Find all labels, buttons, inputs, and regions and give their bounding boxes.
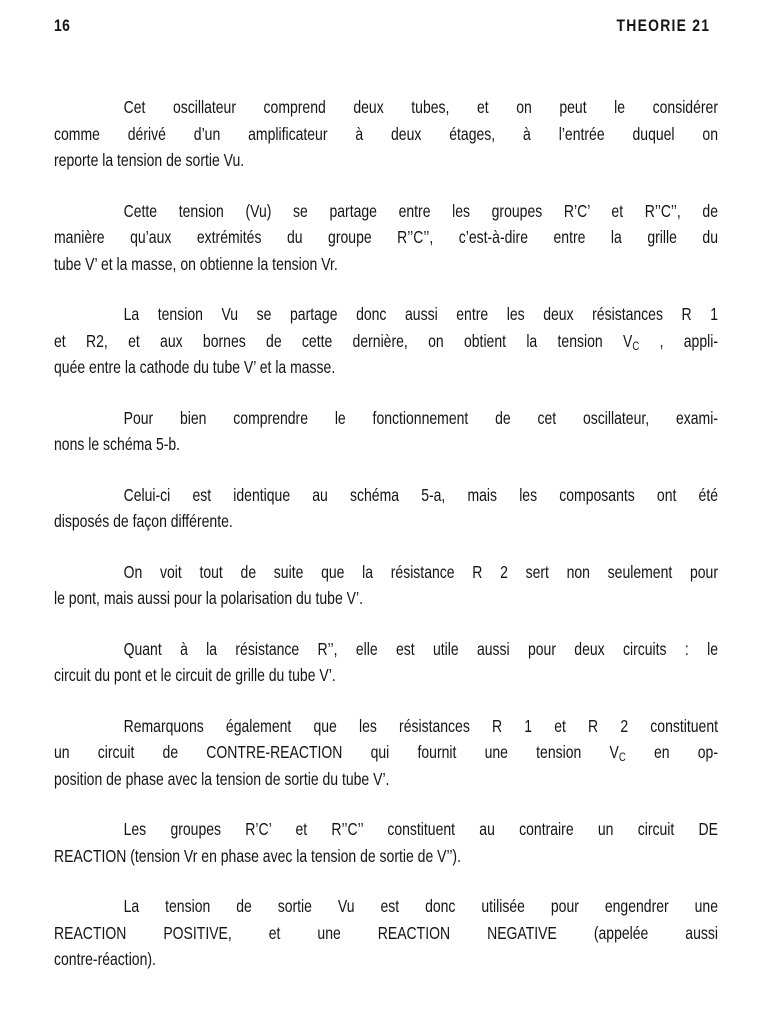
paragraph-8: [54, 713, 718, 793]
paragraph-4: [54, 405, 718, 458]
text-line: disposés de façon différente.: [54, 511, 233, 531]
paragraph-9: [54, 816, 718, 869]
subscript: C: [632, 338, 640, 353]
text-line: Pour bien comprendre le fonctionnement de cet oscillateur, exami-: [123, 407, 719, 428]
text-line: REACTION POSITIVE, et une REACTION NEGATIVE (appelée aussi: [54, 922, 718, 943]
text-line: Quant à la résistance R’’, elle est utile aussi pour deux circuits : le: [123, 638, 719, 659]
text-line: tube V’ et la masse, on obtienne la tension Vr.: [54, 253, 338, 274]
running-head: THEORIE 21: [616, 16, 710, 35]
paragraph-6: [54, 559, 718, 612]
text-line: comme dérivé d’un amplificateur à deux étages, à l’entrée duquel on: [54, 123, 718, 144]
text-line: manière qu’aux extrémités du groupe R’’C’’, c’est-à-dire entre la grille du: [54, 227, 718, 247]
text-line: quée entre la cathode du tube V’ et la masse.: [54, 357, 336, 377]
page-number: 16: [54, 16, 71, 35]
text-line: REACTION (tension Vr en phase avec la tension de sortie de V’’).: [54, 845, 461, 866]
paragraph-5: [54, 482, 718, 535]
paragraph-10: [54, 893, 718, 973]
page-header: [54, 16, 710, 40]
line-text: et R2, et aux bornes de cette dernière, on obtient la tension V: [54, 330, 633, 351]
text-line: le pont, mais aussi pour la polarisation du tube V’.: [54, 588, 363, 608]
text-line: Cette tension (Vu) se partage entre les groupes R’C’ et R’’C’’, de: [123, 200, 719, 221]
text-line: circuit du pont et le circuit de grille du tube V’.: [54, 665, 336, 685]
paragraph-7: [54, 636, 718, 689]
line-tail: , appli-: [659, 330, 718, 351]
text-line: Celui-ci est identique au schéma 5-a, mais les composants ont été: [123, 484, 719, 505]
text-line: Les groupes R’C’ et R’’C’’ constituent au contraire un circuit DE: [123, 819, 719, 839]
text-line: reporte la tension de sortie Vu.: [54, 150, 245, 170]
text-line: nons le schéma 5-b.: [54, 434, 181, 454]
subscript: C: [618, 750, 626, 764]
paragraph-2: [54, 198, 718, 278]
text-line: La tension Vu se partage donc aussi entre les deux résistances R 1: [123, 304, 719, 324]
text-line-with-subscript: [54, 328, 718, 355]
line-tail: en op-: [653, 742, 718, 762]
text-line-with-subscript: [54, 739, 718, 766]
text-line: La tension de sortie Vu est donc utilisée pour engendrer une: [123, 896, 719, 916]
paragraph-1: [54, 94, 718, 174]
text-line: Cet oscillateur comprend deux tubes, et on peut le considérer: [123, 97, 719, 117]
text-line: position de phase avec la tension de sortie du tube V’.: [54, 768, 390, 789]
line-text: un circuit de CONTRE-REACTION qui fournit une tension V: [54, 742, 619, 762]
body-text: [54, 94, 718, 997]
text-line: Remarquons également que les résistances R 1 et R 2 constituent: [123, 715, 719, 736]
text-line: contre-réaction).: [54, 949, 156, 969]
text-line: On voit tout de suite que la résistance R 2 sert non seulement pour: [123, 561, 719, 582]
paragraph-3: [54, 301, 718, 381]
